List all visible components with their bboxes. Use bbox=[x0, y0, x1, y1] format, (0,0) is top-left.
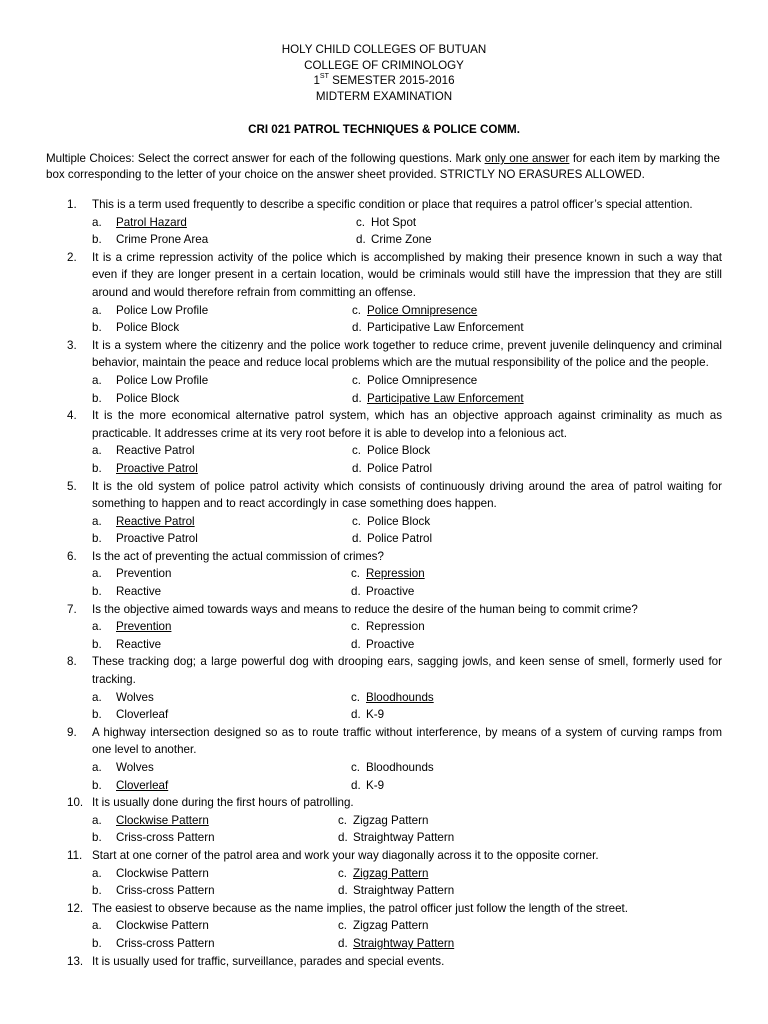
option-text: Patrol Hazard bbox=[116, 215, 187, 229]
option-letter: a. bbox=[92, 567, 102, 581]
question-item bbox=[46, 724, 722, 794]
option-letter: d. bbox=[352, 532, 362, 546]
option-letter: a. bbox=[92, 620, 102, 634]
answer-option bbox=[351, 759, 434, 777]
option-letter: c. bbox=[338, 813, 348, 827]
answer-option bbox=[356, 231, 432, 249]
option-letter: d. bbox=[351, 585, 361, 599]
question-number: 3. bbox=[67, 338, 77, 352]
question-number: 11. bbox=[67, 848, 83, 862]
answer-option bbox=[92, 565, 171, 583]
option-row bbox=[92, 530, 722, 548]
answer-option bbox=[351, 777, 384, 795]
option-text: Bloodhounds bbox=[366, 690, 434, 704]
answer-option bbox=[338, 917, 428, 935]
answer-option bbox=[352, 302, 477, 320]
option-text: Reactive bbox=[116, 585, 162, 599]
option-letter: d. bbox=[338, 936, 348, 950]
option-text: Straightway Pattern bbox=[353, 884, 455, 898]
answer-option bbox=[92, 442, 195, 460]
option-text: Police Patrol bbox=[367, 532, 433, 546]
semester-number: 1 bbox=[313, 74, 320, 87]
option-text: Proactive Patrol bbox=[116, 532, 198, 546]
answer-option bbox=[92, 759, 154, 777]
answer-option bbox=[92, 302, 208, 320]
option-letter: b. bbox=[92, 233, 102, 247]
question-text: It is usually done during the first hours of patrolling. bbox=[92, 796, 354, 810]
option-text: Prevention bbox=[116, 620, 172, 634]
answer-option bbox=[351, 583, 414, 601]
option-letter: d. bbox=[352, 321, 362, 335]
question-number: 13. bbox=[67, 954, 84, 968]
option-letter: a. bbox=[92, 514, 102, 528]
option-text: Bloodhounds bbox=[366, 761, 434, 774]
option-text: Wolves bbox=[116, 690, 154, 704]
option-letter: c. bbox=[351, 620, 361, 634]
option-letter: b. bbox=[92, 461, 102, 475]
option-row bbox=[92, 917, 722, 935]
question-item bbox=[46, 548, 722, 601]
option-text: Police Patrol bbox=[367, 461, 433, 475]
question-number: 2. bbox=[67, 250, 77, 264]
option-letter: b. bbox=[92, 884, 102, 898]
option-text: Repression bbox=[366, 620, 425, 634]
instructions-part-1: Multiple Choices: Select the correct answer for each of the following questions. Mark bbox=[46, 152, 485, 165]
question-text: Start at one corner of the patrol area and work your way diagonally across it to the opposite corner. bbox=[92, 848, 599, 862]
option-letter: a. bbox=[92, 303, 102, 317]
answer-option bbox=[351, 706, 384, 724]
question-text: Is the objective aimed towards ways and means to reduce the desire of the human being to commit crime? bbox=[92, 602, 638, 616]
option-letter: b. bbox=[92, 831, 102, 845]
question-item bbox=[46, 953, 722, 971]
answer-option bbox=[351, 618, 425, 636]
option-row bbox=[92, 882, 722, 900]
question-number: 6. bbox=[67, 549, 77, 563]
answer-option bbox=[338, 829, 454, 847]
question-item bbox=[46, 478, 722, 548]
answer-option bbox=[92, 231, 208, 249]
answer-option bbox=[92, 618, 171, 636]
option-text: Reactive Patrol bbox=[116, 514, 195, 528]
option-letter: a. bbox=[92, 866, 102, 880]
answer-option bbox=[338, 812, 428, 830]
question-text: This is a term used frequently to describe a specific condition or place that requires a patrol officer’s special attention. bbox=[92, 198, 693, 211]
instructions-emphasis: only one answer bbox=[484, 152, 570, 165]
question-text: These tracking dog; a large powerful dog with drooping ears, sagging jowls, and keen sense of smell, formerly used for tracking. bbox=[92, 655, 722, 687]
option-row bbox=[92, 442, 722, 460]
answer-option bbox=[352, 530, 432, 548]
option-letter: c. bbox=[356, 215, 366, 229]
option-text: Police Block bbox=[367, 444, 431, 458]
option-letter: d. bbox=[352, 391, 362, 405]
question-text: It is a crime repression activity of the police which is accomplished by making their presence known in such a way that even if they are longer present in a certain location, would be criminals would still have the impression that they are still around and would therefore refrain from committing an offense. bbox=[92, 250, 722, 299]
question-text: It is a system where the citizenry and the police work together to reduce crime, prevent juvenile delinquency and criminal behavior, maintain the peace and reduce local problems which are the mutual responsibility of the police and the people. bbox=[92, 338, 722, 370]
option-text: Straightway Pattern bbox=[353, 831, 455, 845]
question-item bbox=[46, 847, 722, 900]
option-row bbox=[92, 777, 722, 795]
option-text: Proactive Patrol bbox=[116, 461, 198, 475]
semester-line bbox=[0, 73, 768, 89]
option-letter: d. bbox=[356, 233, 366, 247]
answer-option bbox=[351, 689, 434, 707]
question-text: It is usually used for traffic, surveillance, parades and special events. bbox=[92, 954, 445, 968]
question-number: 9. bbox=[67, 725, 77, 739]
option-row bbox=[92, 636, 722, 654]
question-item bbox=[46, 794, 722, 847]
option-row bbox=[92, 231, 722, 249]
option-row bbox=[92, 689, 722, 707]
question-item bbox=[46, 337, 722, 407]
option-text: Police Low Profile bbox=[116, 303, 209, 317]
option-row bbox=[92, 583, 722, 601]
answer-option bbox=[92, 882, 215, 900]
option-letter: b. bbox=[92, 321, 102, 335]
question-text: It is the old system of police patrol activity which consists of continuously driving around the area of patrol waiting for something to happen and to react accordingly in case something does happen. bbox=[92, 479, 722, 511]
answer-option bbox=[351, 565, 425, 583]
answer-option bbox=[352, 513, 430, 531]
option-text: Wolves bbox=[116, 761, 154, 774]
option-letter: b. bbox=[92, 391, 102, 405]
answer-option bbox=[92, 530, 198, 548]
question-number: 5. bbox=[67, 479, 77, 493]
option-text: Proactive bbox=[366, 637, 415, 651]
option-text: Clockwise Pattern bbox=[116, 866, 209, 880]
option-text: Police Omnipresence bbox=[367, 303, 478, 317]
option-text: Crime Zone bbox=[371, 233, 432, 247]
question-number: 4. bbox=[67, 409, 77, 423]
option-text: K-9 bbox=[366, 778, 385, 792]
option-row bbox=[92, 865, 722, 883]
option-text: Police Block bbox=[116, 321, 180, 335]
option-text: Cloverleaf bbox=[116, 708, 169, 722]
option-row bbox=[92, 706, 722, 724]
option-row bbox=[92, 460, 722, 478]
option-letter: a. bbox=[92, 761, 102, 774]
semester-text: SEMESTER 2015-2016 bbox=[328, 74, 455, 87]
option-text: Reactive bbox=[116, 637, 162, 651]
option-row bbox=[92, 390, 722, 408]
option-letter: a. bbox=[92, 919, 102, 933]
option-letter: b. bbox=[92, 708, 102, 722]
option-row bbox=[92, 513, 722, 531]
answer-option bbox=[92, 372, 208, 390]
option-letter: c. bbox=[352, 303, 362, 317]
option-text: Prevention bbox=[116, 567, 172, 581]
question-item bbox=[46, 407, 722, 477]
instructions-part-2: for each item by marking the box corresponding to the letter of your choice on the answer sheet provided. STRICTLY NO ERASURES ALLOWED. bbox=[46, 152, 721, 181]
option-letter: a. bbox=[92, 690, 102, 704]
option-text: Proactive bbox=[366, 585, 415, 599]
answer-option bbox=[338, 865, 428, 883]
college-name: COLLEGE OF CRIMINOLOGY bbox=[304, 58, 464, 72]
option-text: Repression bbox=[366, 567, 425, 581]
option-letter: c. bbox=[351, 567, 361, 581]
option-letter: d. bbox=[351, 637, 361, 651]
answer-option bbox=[92, 935, 215, 953]
instructions bbox=[46, 151, 720, 183]
option-letter: d. bbox=[352, 461, 362, 475]
option-letter: d. bbox=[338, 884, 348, 898]
answer-option bbox=[338, 882, 454, 900]
answer-option bbox=[92, 583, 161, 601]
option-text: Police Low Profile bbox=[116, 373, 209, 387]
option-text: Zigzag Pattern bbox=[353, 866, 429, 880]
option-letter: d. bbox=[338, 831, 348, 845]
option-letter: b. bbox=[92, 585, 102, 599]
option-text: Clockwise Pattern bbox=[116, 813, 209, 827]
answer-option bbox=[92, 812, 209, 830]
answer-option bbox=[352, 390, 524, 408]
question-number: 10. bbox=[67, 796, 84, 810]
answer-option bbox=[92, 706, 168, 724]
option-text: K-9 bbox=[366, 708, 385, 722]
option-text: Zigzag Pattern bbox=[353, 919, 429, 933]
answer-option bbox=[352, 442, 430, 460]
option-text: Police Block bbox=[367, 514, 431, 528]
question-item bbox=[46, 601, 722, 654]
answer-option bbox=[92, 390, 179, 408]
question-number: 8. bbox=[67, 655, 77, 669]
option-letter: c. bbox=[352, 373, 362, 387]
answer-option bbox=[92, 777, 168, 795]
question-item bbox=[46, 249, 722, 337]
option-letter: c. bbox=[338, 866, 348, 880]
option-letter: d. bbox=[351, 708, 361, 722]
option-row bbox=[92, 214, 722, 232]
option-text: Participative Law Enforcement bbox=[367, 391, 524, 405]
option-text: Zigzag Pattern bbox=[353, 813, 429, 827]
answer-option bbox=[352, 319, 524, 337]
option-letter: d. bbox=[351, 778, 361, 792]
option-text: Police Omnipresence bbox=[367, 373, 478, 387]
option-text: Hot Spot bbox=[371, 215, 417, 229]
question-text: A highway intersection designed so as to route traffic without interference, by means of a system of curving ramps from one level to another. bbox=[92, 725, 722, 757]
answer-option bbox=[352, 372, 477, 390]
option-letter: b. bbox=[92, 532, 102, 546]
answer-option bbox=[92, 513, 195, 531]
option-row bbox=[92, 319, 722, 337]
option-letter: c. bbox=[351, 690, 361, 704]
answer-option bbox=[338, 935, 454, 953]
question-item bbox=[46, 196, 722, 249]
option-row bbox=[92, 935, 722, 953]
option-letter: b. bbox=[92, 936, 102, 950]
question-number: 1. bbox=[67, 198, 77, 211]
option-letter: c. bbox=[352, 514, 362, 528]
option-row bbox=[92, 372, 722, 390]
school-name: HOLY CHILD COLLEGES OF BUTUAN bbox=[281, 43, 487, 56]
question-item bbox=[46, 653, 722, 723]
option-letter: a. bbox=[92, 813, 102, 827]
option-text: Criss-cross Pattern bbox=[116, 884, 215, 898]
answer-option bbox=[92, 689, 154, 707]
question-number: 12. bbox=[67, 901, 84, 915]
answer-option bbox=[92, 636, 161, 654]
answer-option bbox=[92, 214, 187, 232]
exam-name: MIDTERM EXAMINATION bbox=[315, 89, 453, 103]
option-letter: b. bbox=[92, 637, 102, 651]
answer-option bbox=[352, 460, 432, 478]
question-list bbox=[46, 196, 722, 970]
option-row bbox=[92, 812, 722, 830]
answer-option bbox=[351, 636, 414, 654]
answer-option bbox=[92, 829, 215, 847]
option-letter: c. bbox=[351, 761, 361, 774]
option-letter: a. bbox=[92, 373, 102, 387]
option-text: Cloverleaf bbox=[116, 778, 169, 792]
option-row bbox=[92, 302, 722, 320]
option-row bbox=[92, 565, 722, 583]
option-row bbox=[92, 618, 722, 636]
question-text: It is the more economical alternative patrol system, which has an objective approach against criminality as much as practicable. It addresses crime at its very root before it is able to develop into a felonious act. bbox=[92, 409, 722, 440]
option-text: Clockwise Pattern bbox=[116, 919, 209, 933]
exam-header bbox=[0, 42, 768, 104]
option-text: Criss-cross Pattern bbox=[116, 831, 215, 845]
answer-option bbox=[92, 917, 209, 935]
answer-option bbox=[92, 460, 198, 478]
semester-superscript: ST bbox=[319, 73, 329, 81]
question-text: Is the act of preventing the actual commission of crimes? bbox=[92, 549, 384, 563]
option-letter: a. bbox=[92, 215, 102, 229]
question-text: The easiest to observe because as the name implies, the patrol officer just follow the length of the street. bbox=[92, 901, 628, 915]
course-title: CRI 021 PATROL TECHNIQUES & POLICE COMM. bbox=[248, 123, 520, 136]
option-letter: c. bbox=[352, 444, 362, 458]
answer-option bbox=[92, 865, 209, 883]
option-letter: b. bbox=[92, 778, 102, 792]
option-text: Reactive Patrol bbox=[116, 444, 195, 458]
answer-option bbox=[356, 214, 416, 232]
option-letter: a. bbox=[92, 444, 102, 458]
answer-option bbox=[92, 319, 179, 337]
option-row bbox=[92, 759, 722, 777]
option-row bbox=[92, 829, 722, 847]
option-text: Police Block bbox=[116, 391, 180, 405]
option-text: Participative Law Enforcement bbox=[367, 321, 524, 335]
option-text: Straightway Pattern bbox=[353, 936, 455, 950]
question-number: 7. bbox=[67, 602, 77, 616]
option-letter: c. bbox=[338, 919, 348, 933]
question-item bbox=[46, 900, 722, 953]
option-text: Criss-cross Pattern bbox=[116, 936, 215, 950]
option-text: Crime Prone Area bbox=[116, 233, 209, 247]
